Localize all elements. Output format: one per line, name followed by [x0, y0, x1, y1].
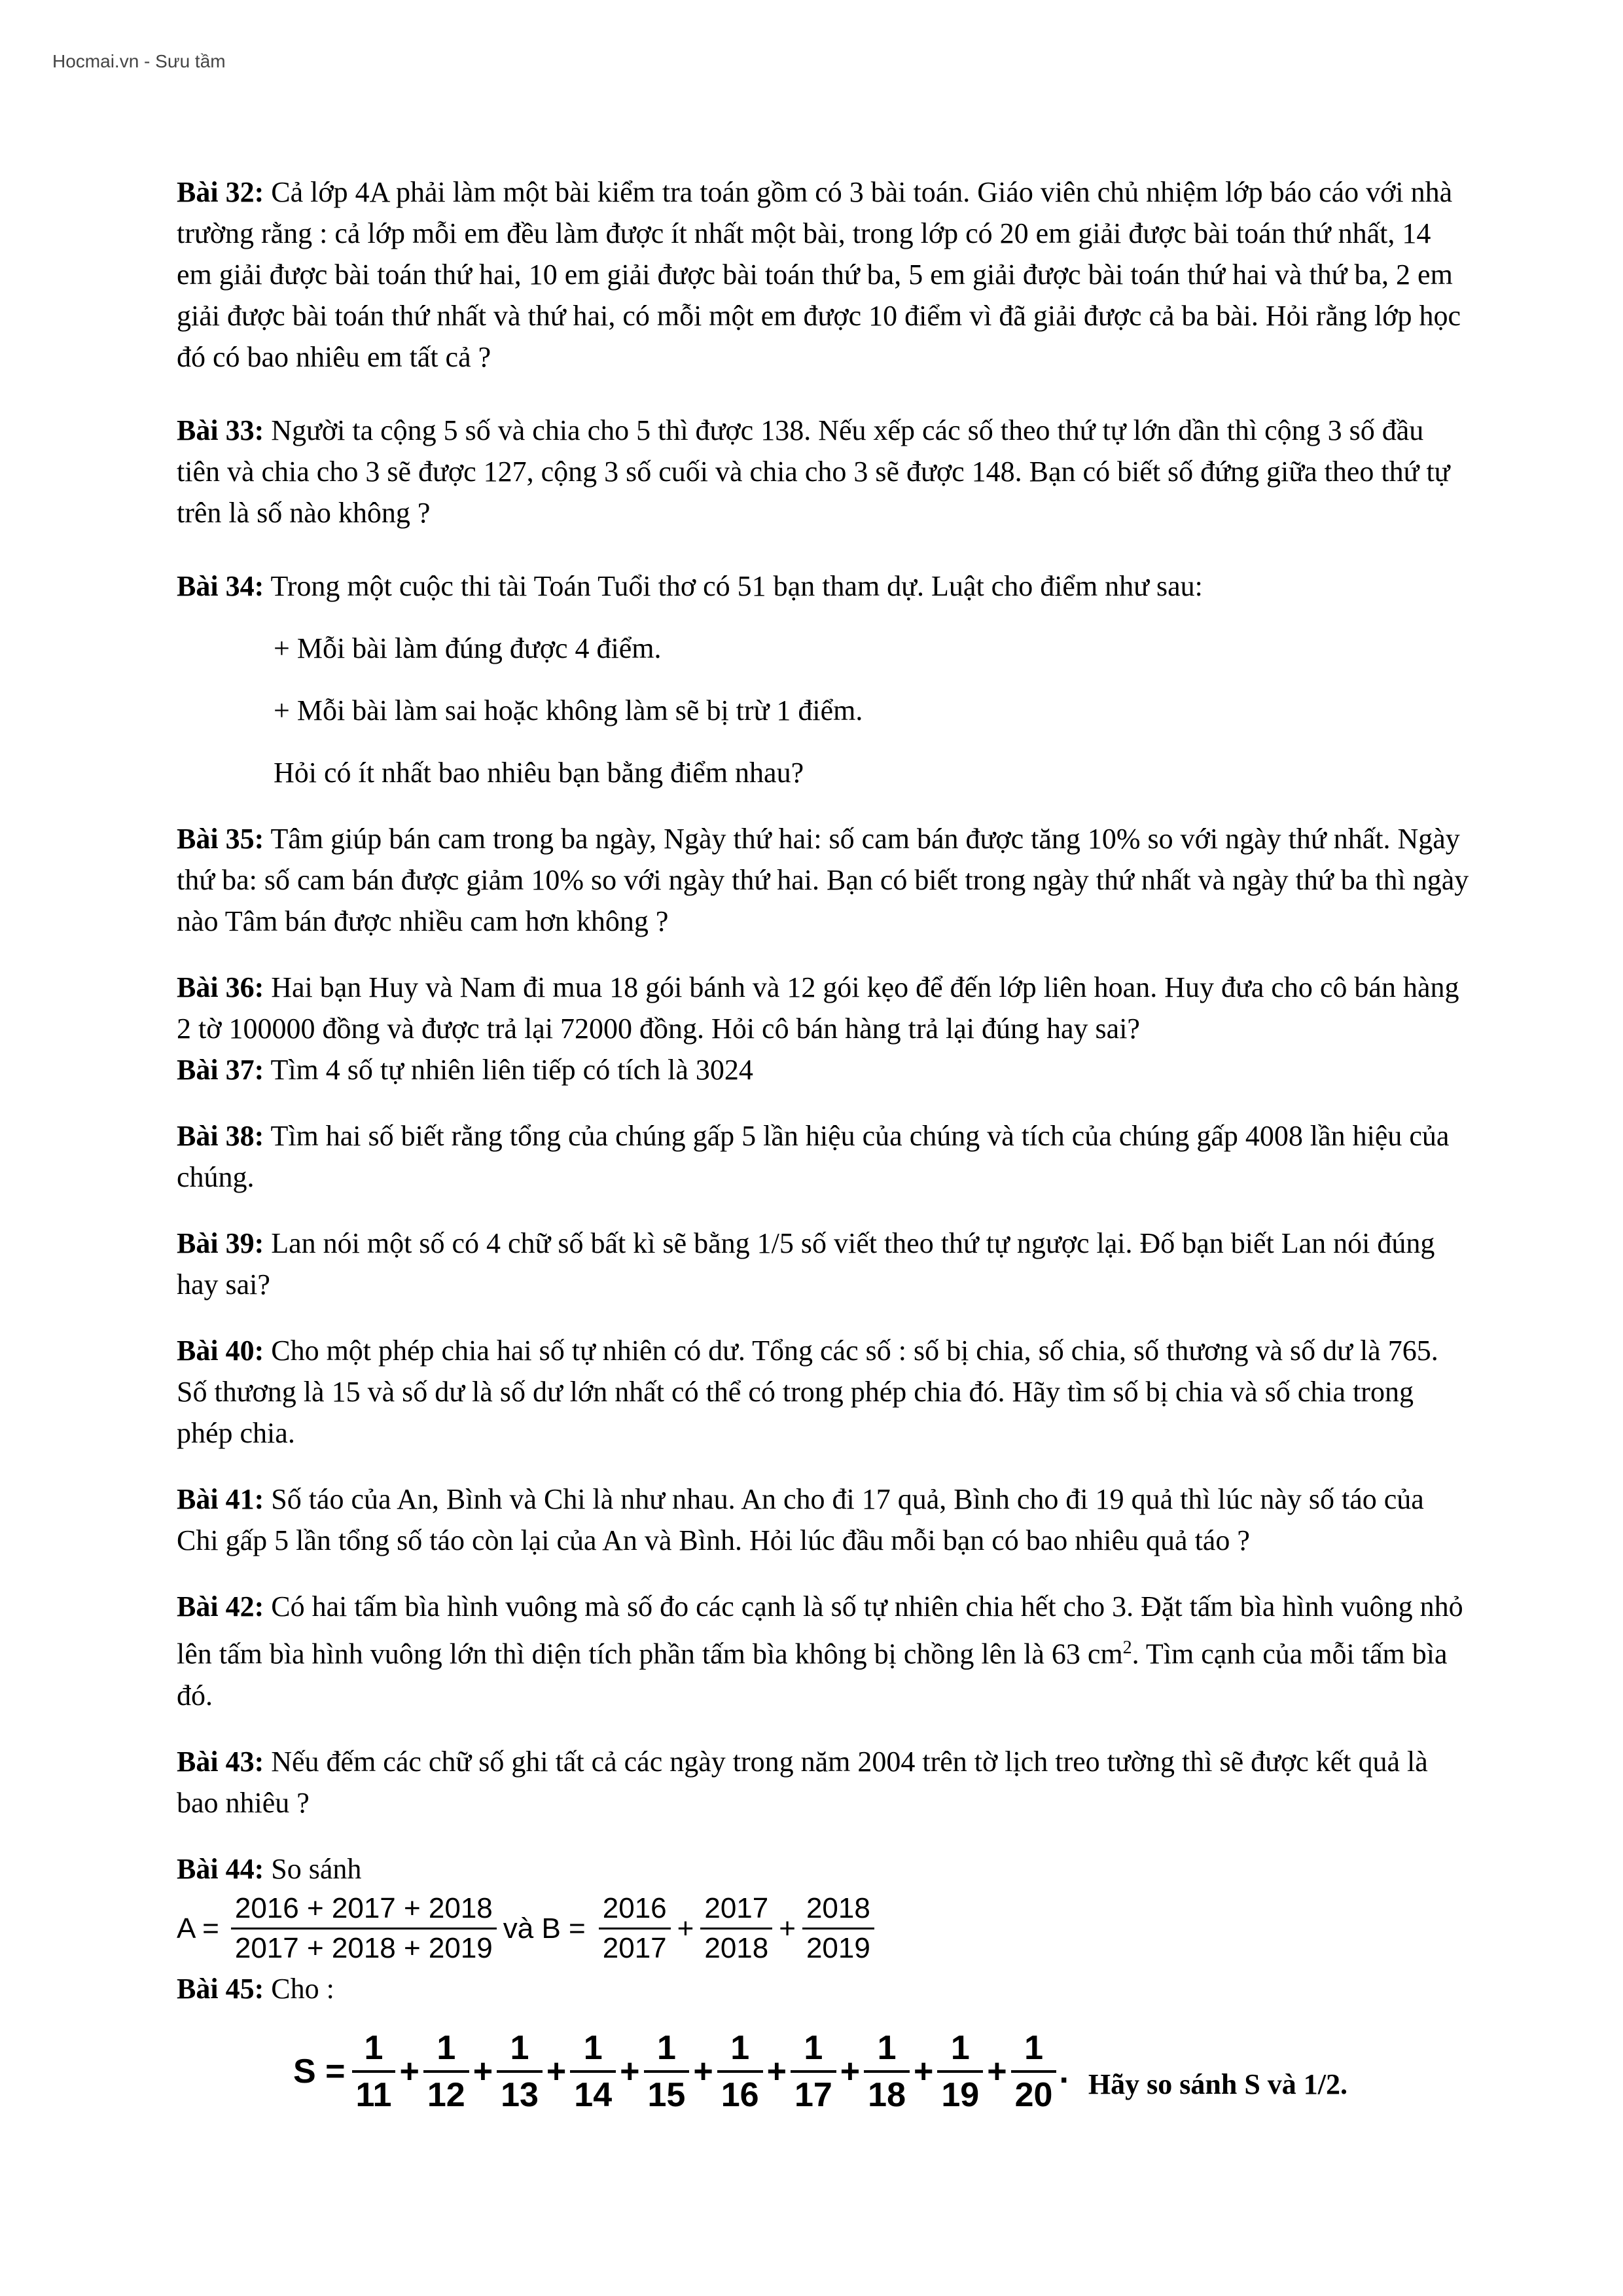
- document-body: [177, 171, 1623, 2121]
- problem-text: Nếu đếm các chữ số ghi tất cả các ngày trong năm 2004 trên tờ lịch treo tường thì sẽ được kết quả là: [264, 1745, 1428, 1778]
- problem-33: [177, 410, 1623, 533]
- problem-text: giải được bài toán thứ nhất và thứ hai, có mỗi một em được 10 điểm vì đã giải được cả ba bài. Hỏi rằng lớp học: [177, 300, 1461, 332]
- problem-text: Có hai tấm bìa hình vuông mà số đo các cạnh là số tự nhiên chia hết cho 3. Đặt tấm bìa hình vuông nhỏ: [264, 1590, 1463, 1623]
- problem-text: Người ta cộng 5 số và chia cho 5 thì được 138. Nếu xếp các số theo thứ tự lớn dần thì cộng 3 số đầu: [264, 414, 1424, 446]
- comparison-prompt: Hãy so sánh S và 1/2.: [1088, 2068, 1348, 2101]
- problem-label: Bài 34:: [177, 570, 264, 602]
- problem-text: Trong một cuộc thi tài Toán Tuổi thơ có 51 bạn tham dự. Luật cho điểm như sau:: [264, 570, 1203, 602]
- fraction: [231, 1892, 497, 1965]
- denominator: 2017 + 2018 + 2019: [231, 1928, 497, 1965]
- fraction-1-13: [497, 2028, 543, 2115]
- problem-text: đó.: [177, 1679, 213, 1712]
- problem-text: Chi gấp 5 lần tổng số táo còn lại của An và Bình. Hỏi lúc đầu mỗi bạn có bao nhiêu quả táo ?: [177, 1524, 1250, 1556]
- problem-label: Bài 38:: [177, 1120, 264, 1152]
- problem-36: [177, 967, 1623, 1049]
- problem-label: Bài 44:: [177, 1852, 264, 1885]
- plus-sign: +: [620, 2052, 640, 2090]
- fraction-1-15: [644, 2028, 690, 2115]
- formula-44: [177, 1890, 1623, 1968]
- numerator: 1: [510, 2028, 529, 2067]
- problem-text: trên là số nào không ?: [177, 497, 431, 529]
- plus-sign: +: [677, 1912, 694, 1945]
- rule-item: + Mỗi bài làm đúng được 4 điểm.: [274, 632, 662, 664]
- denominator: 2018: [700, 1928, 772, 1965]
- rule-item: + Mỗi bài làm sai hoặc không làm sẽ bị trừ 1 điểm.: [274, 694, 863, 726]
- fraction-1-19: [937, 2028, 983, 2115]
- problem-text: Số táo của An, Bình và Chi là như nhau. An cho đi 17 quả, Bình cho đi 19 quả thì lúc này số táo của: [264, 1483, 1424, 1515]
- problem-label: Bài 39:: [177, 1227, 264, 1259]
- plus-sign: +: [399, 2052, 419, 2090]
- plus-sign: +: [840, 2052, 861, 2090]
- numerator: 1: [437, 2028, 456, 2067]
- formula-45: [177, 2022, 1623, 2121]
- problem-text: trường rằng : cả lớp mỗi em đều làm được ít nhất một bài, trong lớp có 20 em giải được bài toán thứ nhất, 14: [177, 217, 1431, 249]
- denominator: 20: [1011, 2070, 1057, 2115]
- problem-32: [177, 171, 1623, 378]
- problem-text: Tìm 4 số tự nhiên liên tiếp có tích là 3024: [264, 1054, 753, 1086]
- numerator: 2016: [602, 1892, 667, 1925]
- problem-label: Bài 43:: [177, 1745, 264, 1778]
- problem-text: Hai bạn Huy và Nam đi mua 18 gói bánh và 12 gói kẹo để đến lớp liên hoan. Huy đưa cho cô bán hàng: [264, 971, 1459, 1003]
- denominator: 12: [423, 2070, 469, 2115]
- problem-text: đó có bao nhiêu em tất cả ?: [177, 341, 491, 373]
- numerator: 1: [583, 2028, 603, 2067]
- numerator: 2018: [806, 1892, 870, 1925]
- problem-text: thứ ba: số cam bán được giảm 10% so với ngày thứ hai. Bạn có biết trong ngày thứ nhất và ngày thứ ba thì ngày: [177, 864, 1469, 896]
- numerator: 2017: [704, 1892, 769, 1925]
- problem-41: [177, 1479, 1623, 1561]
- problem-text: Cho một phép chia hai số tự nhiên có dư. Tổng các số : số bị chia, số chia, số thương và số dư là 765.: [264, 1335, 1438, 1367]
- numerator: 1: [804, 2028, 823, 2067]
- problem-text-part: lên tấm bìa hình vuông lớn thì diện tích phần tấm bìa không bị chồng lên là 63 cm: [177, 1638, 1123, 1670]
- numerator: 1: [950, 2028, 970, 2067]
- problem-label: Bài 42:: [177, 1590, 264, 1623]
- numerator: 1: [1024, 2028, 1043, 2067]
- problem-label: Bài 40:: [177, 1335, 264, 1367]
- denominator: 13: [497, 2070, 543, 2115]
- denominator: 19: [937, 2070, 983, 2115]
- problem-question: Hỏi có ít nhất bao nhiêu bạn bằng điểm nhau?: [274, 757, 804, 789]
- plus-sign: +: [766, 2052, 787, 2090]
- problem-43: [177, 1741, 1623, 1823]
- problem-text: Tâm giúp bán cam trong ba ngày, Ngày thứ hai: số cam bán được tăng 10% so với ngày thứ nhất. Ngày: [264, 823, 1460, 855]
- fraction-1-17: [791, 2028, 836, 2115]
- fraction-1-14: [570, 2028, 616, 2115]
- fraction-1-11: [352, 2028, 396, 2115]
- problem-44: [177, 1848, 1623, 1968]
- denominator: 2017: [599, 1928, 671, 1965]
- superscript: 2: [1122, 1638, 1132, 1658]
- formula-end: .: [1059, 2052, 1069, 2090]
- problem-45: [177, 1968, 1623, 2121]
- numerator: 1: [730, 2028, 750, 2067]
- fraction-1-18: [864, 2028, 910, 2115]
- problem-text: Tìm hai số biết rằng tổng của chúng gấp 5 lần hiệu của chúng và tích của chúng gấp 4008 lần hiệu của: [264, 1120, 1450, 1152]
- plus-sign: +: [546, 2052, 567, 2090]
- problem-label: Bài 45:: [177, 1972, 264, 2005]
- problem-text: Cho :: [264, 1972, 334, 2005]
- problem-42: [177, 1586, 1623, 1716]
- plus-sign: +: [779, 1912, 796, 1945]
- plus-sign: +: [473, 2052, 493, 2090]
- problem-text: Cả lớp 4A phải làm một bài kiểm tra toán gồm có 3 bài toán. Giáo viên chủ nhiệm lớp báo cáo với nhà: [264, 176, 1453, 208]
- fraction: [599, 1892, 671, 1965]
- problem-label: Bài 32:: [177, 176, 264, 208]
- problem-text: tiên và chia cho 3 sẽ được 127, cộng 3 số cuối và chia cho 3 sẽ được 148. Bạn có biết số đứng giữa theo thứ tự: [177, 456, 1450, 488]
- plus-sign: +: [987, 2052, 1007, 2090]
- denominator: 2019: [802, 1928, 874, 1965]
- denominator: 15: [644, 2070, 690, 2115]
- source-watermark: Hocmai.vn - Sưu tầm: [52, 51, 226, 71]
- problem-38: [177, 1115, 1623, 1198]
- denominator: 14: [570, 2070, 616, 2115]
- problem-text: bao nhiêu ?: [177, 1786, 310, 1819]
- problem-37: [177, 1049, 1623, 1090]
- plus-sign: +: [693, 2052, 713, 2090]
- problem-label: Bài 35:: [177, 823, 264, 855]
- denominator: 18: [864, 2070, 910, 2115]
- problem-text: nào Tâm bán được nhiều cam hơn không ?: [177, 905, 669, 937]
- numerator: 1: [656, 2028, 676, 2067]
- problem-text-part: . Tìm cạnh của mỗi tấm bìa: [1132, 1638, 1448, 1670]
- problem-label: Bài 41:: [177, 1483, 264, 1515]
- problem-text: chúng.: [177, 1161, 255, 1193]
- problem-text: So sánh: [264, 1852, 362, 1885]
- problem-35: [177, 818, 1623, 942]
- numerator: 1: [364, 2028, 383, 2067]
- problem-label: Bài 36:: [177, 971, 264, 1003]
- problem-40: [177, 1330, 1623, 1454]
- formula-lhs: A =: [177, 1912, 219, 1945]
- problem-text: Số thương là 15 và số dư là số dư lớn nhất có thể có trong phép chia đó. Hãy tìm số bị chia và số chia trong: [177, 1376, 1414, 1408]
- denominator: 17: [791, 2070, 836, 2115]
- problem-text: em giải được bài toán thứ hai, 10 em giải được bài toán thứ ba, 5 em giải được bài toán thứ hai và thứ ba, 2 em: [177, 259, 1453, 291]
- problem-39: [177, 1223, 1623, 1305]
- problem-text: 2 tờ 100000 đồng và được trả lại 72000 đồng. Hỏi cô bán hàng trả lại đúng hay sai?: [177, 1013, 1140, 1045]
- problem-text: Lan nói một số có 4 chữ số bất kì sẽ bằng 1/5 số viết theo thứ tự ngược lại. Đố bạn biết Lan nói đúng: [264, 1227, 1435, 1259]
- plus-sign: +: [914, 2052, 934, 2090]
- problem-34: [177, 565, 1623, 793]
- numerator: 1: [877, 2028, 897, 2067]
- fraction-1-16: [717, 2028, 763, 2115]
- problem-label: Bài 37:: [177, 1054, 264, 1086]
- formula-lhs: S =: [293, 2052, 346, 2090]
- fraction: [700, 1892, 772, 1965]
- denominator: 11: [352, 2070, 396, 2115]
- problem-text: phép chia.: [177, 1417, 295, 1449]
- denominator: 16: [717, 2070, 763, 2115]
- problem-label: Bài 33:: [177, 414, 264, 446]
- problem-text: hay sai?: [177, 1268, 270, 1300]
- formula-connector: và B =: [503, 1912, 586, 1945]
- numerator: 2016 + 2017 + 2018: [234, 1892, 493, 1925]
- problem-text: [177, 1627, 1623, 1675]
- fraction: [802, 1892, 874, 1965]
- fraction-1-12: [423, 2028, 469, 2115]
- fraction-1-20: [1011, 2028, 1057, 2115]
